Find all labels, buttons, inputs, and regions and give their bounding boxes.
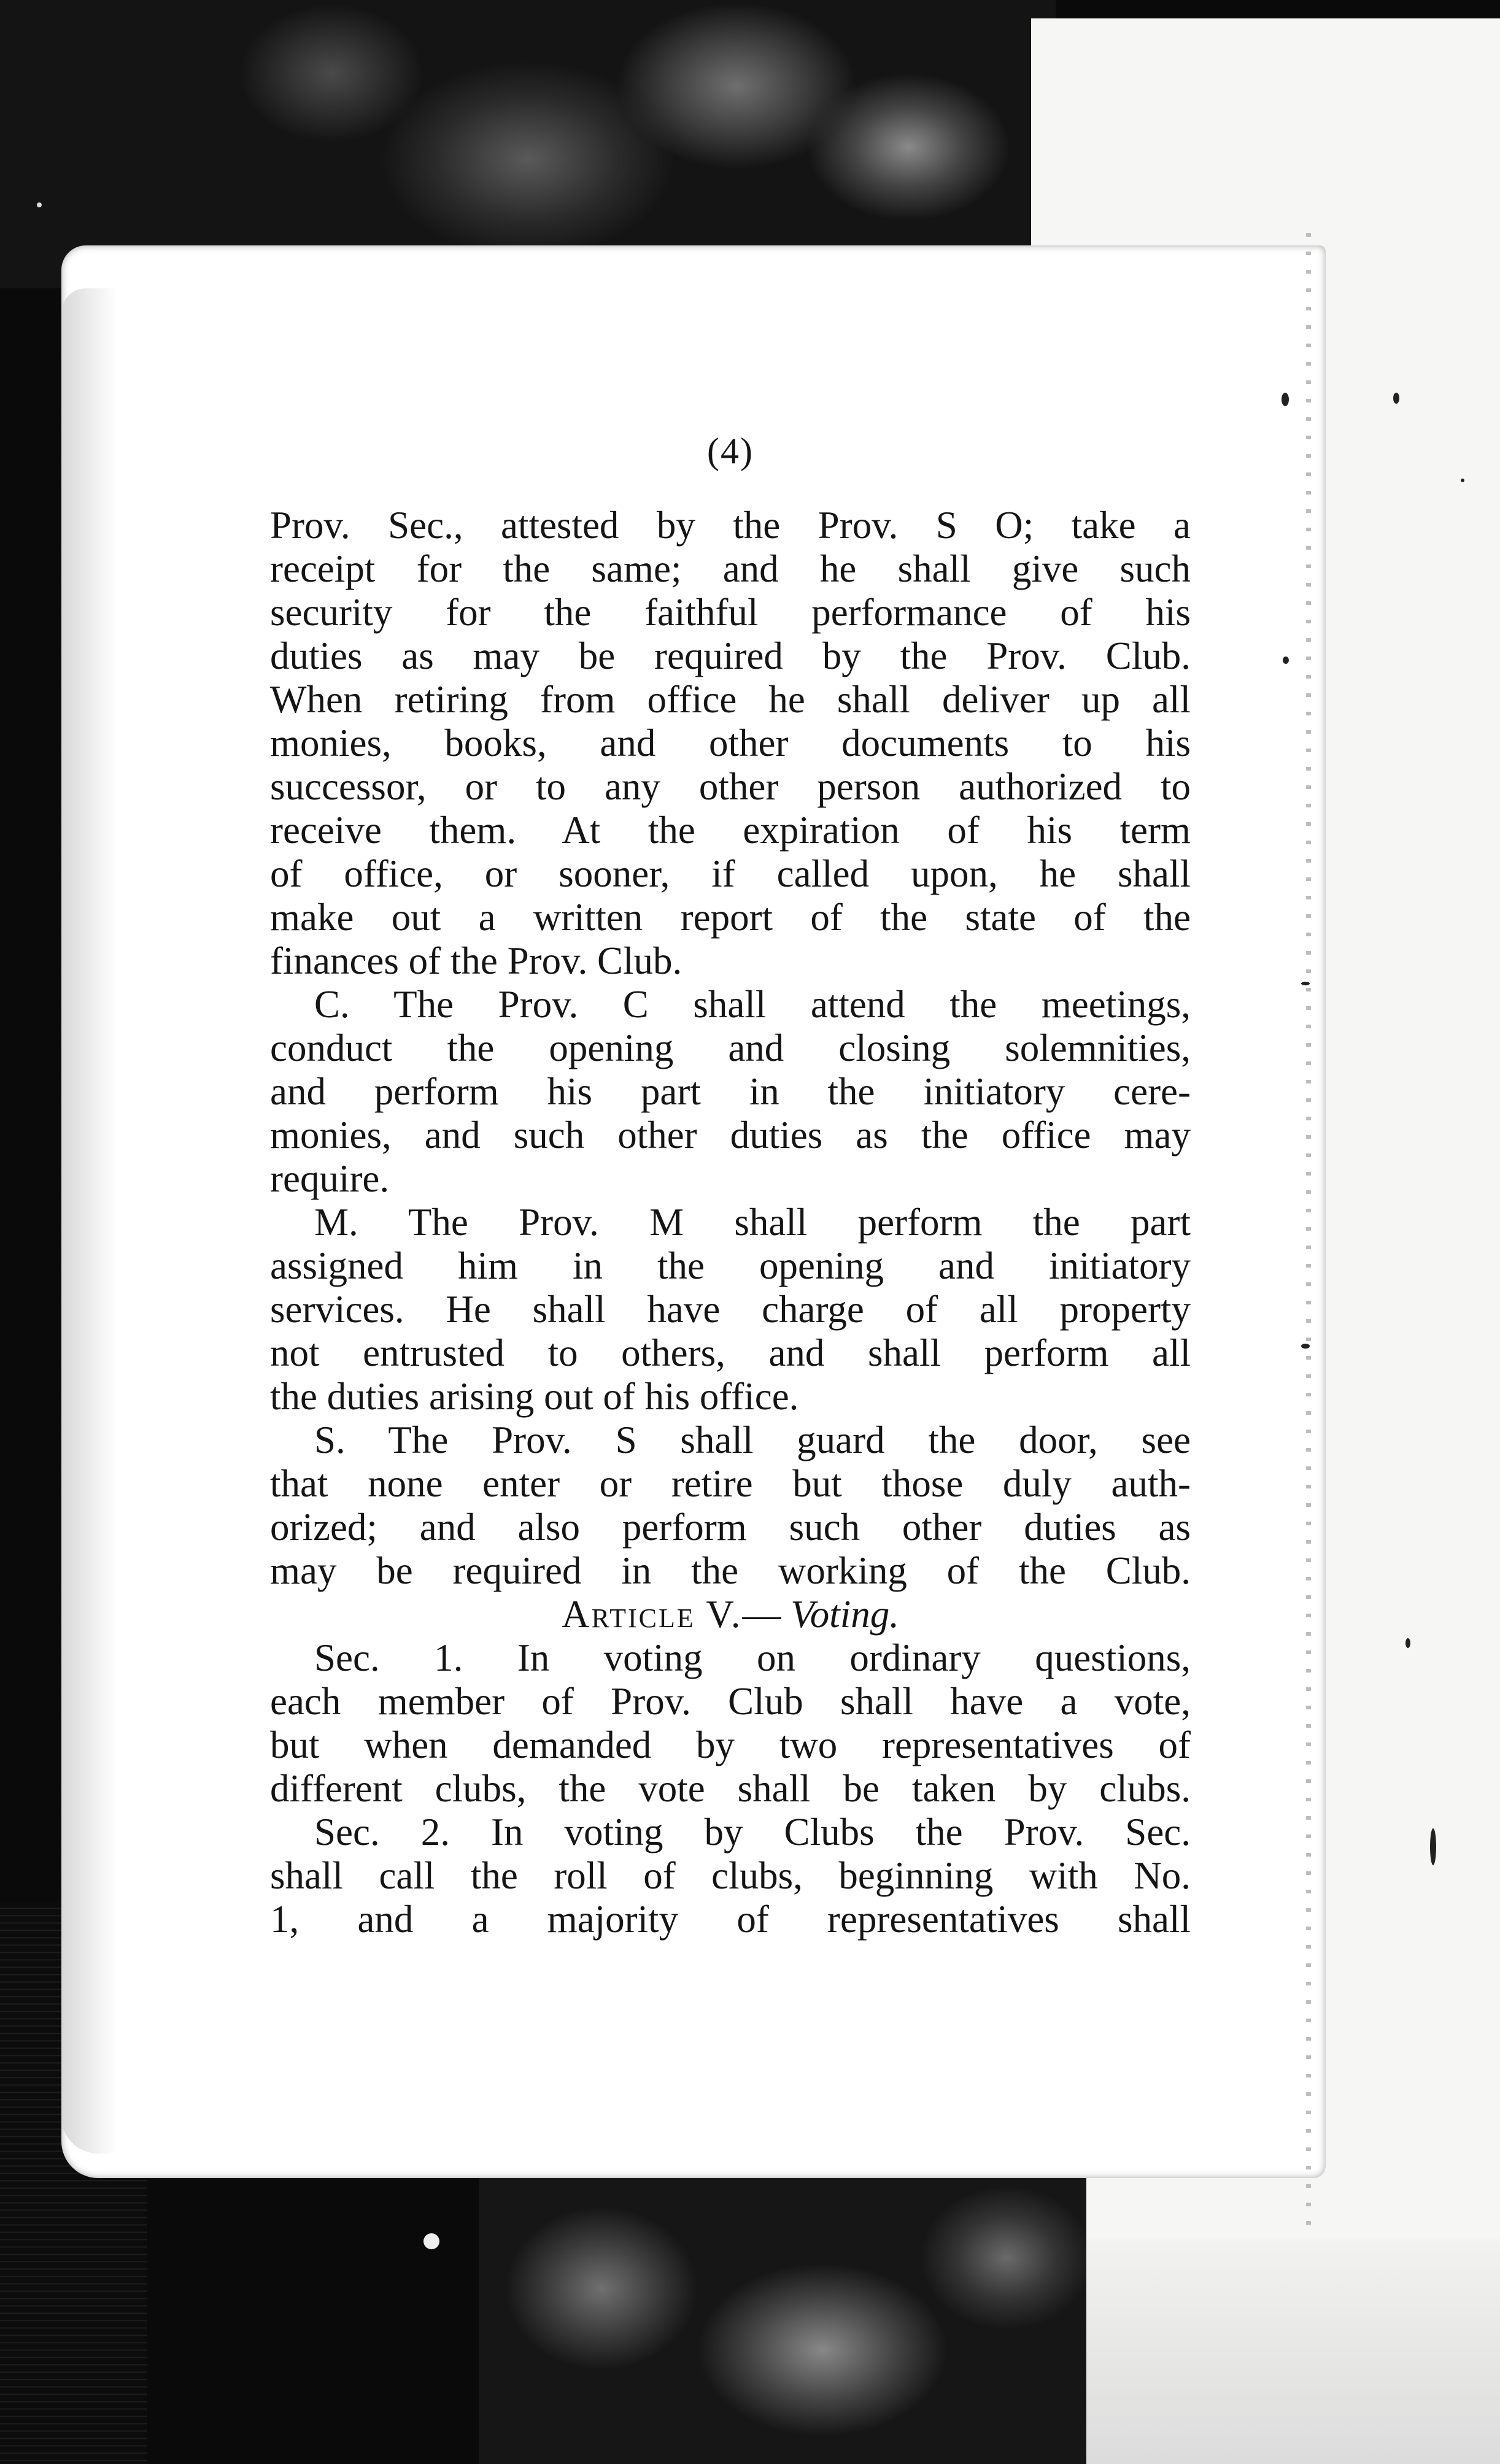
- text-line: but when demanded by two representatives of: [270, 1723, 1191, 1766]
- text-line: M. The Prov. M shall perform the part: [314, 1201, 1191, 1244]
- text-line: successor, or to any other person authorized to: [270, 765, 1191, 808]
- article-heading: [270, 1593, 1191, 1636]
- article-separator: —: [742, 1593, 791, 1636]
- text-line: different clubs, the vote shall be taken by clubs.: [270, 1767, 1191, 1810]
- dust-speck: [1282, 393, 1289, 406]
- page-curl-edge: [61, 288, 117, 2154]
- text-line: services. He shall have charge of all property: [270, 1288, 1191, 1331]
- text-line: that none enter or retire but those duly auth-: [270, 1462, 1191, 1505]
- text-line: receive them. At the expiration of his term: [270, 809, 1191, 852]
- text-line: make out a written report of the state of the: [270, 896, 1191, 939]
- text-line: Prov. Sec., attested by the Prov. S O; take a: [270, 504, 1191, 547]
- dust-speck: [37, 202, 42, 207]
- text-line: conduct the opening and closing solemnities,: [270, 1026, 1191, 1069]
- article-label: Article V.: [561, 1593, 743, 1636]
- backing-sheet-edge: [1031, 2239, 1500, 2464]
- text-line: finances of the Prov. Club.: [270, 939, 682, 982]
- text-line: assigned him in the opening and initiatory: [270, 1244, 1191, 1287]
- text-line: the duties arising out of his office.: [270, 1375, 799, 1418]
- dust-speck: [1393, 393, 1399, 404]
- text-line: shall call the roll of clubs, beginning with No.: [270, 1854, 1191, 1897]
- text-line: C. The Prov. C shall attend the meetings,: [314, 983, 1191, 1026]
- dust-speck: [423, 2233, 439, 2249]
- scanner-background-bottom: [479, 2166, 1086, 2464]
- page-number: (4): [707, 431, 754, 471]
- section-2: [270, 1811, 1191, 1941]
- text-line: not entrusted to others, and shall perform all: [270, 1331, 1191, 1374]
- text-line: each member of Prov. Club shall have a vote,: [270, 1680, 1191, 1723]
- section-1: [270, 1636, 1191, 1811]
- text-line: of office, or sooner, if called upon, he shall: [270, 852, 1191, 895]
- text-line: Sec. 1. In voting on ordinary questions,: [314, 1636, 1191, 1679]
- text-line: orized; and also perform such other duties as: [270, 1506, 1191, 1549]
- text-column: [270, 429, 1191, 1941]
- text-line: monies, and such other duties as the office may: [270, 1114, 1191, 1157]
- text-line: require.: [270, 1157, 390, 1200]
- text-line: receipt for the same; and he shall give such: [270, 547, 1191, 590]
- dust-speck: [1301, 1344, 1310, 1349]
- paragraph-marshal-duties: [270, 1201, 1191, 1419]
- paragraph-conductor-duties: [270, 983, 1191, 1201]
- text-line: Sec. 2. In voting by Clubs the Prov. Sec.: [314, 1811, 1191, 1854]
- article-title: Voting.: [791, 1593, 900, 1636]
- text-line: 1, and a majority of representatives shall: [270, 1898, 1191, 1941]
- text-line: When retiring from office he shall deliver up all: [270, 678, 1191, 721]
- text-line: may be required in the working of the Club.: [270, 1549, 1191, 1592]
- dust-speck: [1430, 1828, 1436, 1865]
- dust-speck: [1283, 656, 1289, 664]
- dust-speck: [1301, 982, 1310, 985]
- text-line: S. The Prov. S shall guard the door, see: [314, 1419, 1191, 1461]
- perforated-fold-line: [1306, 233, 1311, 2227]
- text-line: security for the faithful performance of his: [270, 591, 1191, 634]
- paragraph-sentinel-duties: [270, 1419, 1191, 1593]
- text-line: duties as may be required by the Prov. Club.: [270, 634, 1191, 677]
- text-line: monies, books, and other documents to his: [270, 722, 1191, 764]
- dust-speck: [1461, 479, 1464, 482]
- text-line: and perform his part in the initiatory cere-: [270, 1070, 1191, 1113]
- dust-speck: [1405, 1638, 1410, 1648]
- paragraph-treasurer-duties: [270, 504, 1191, 983]
